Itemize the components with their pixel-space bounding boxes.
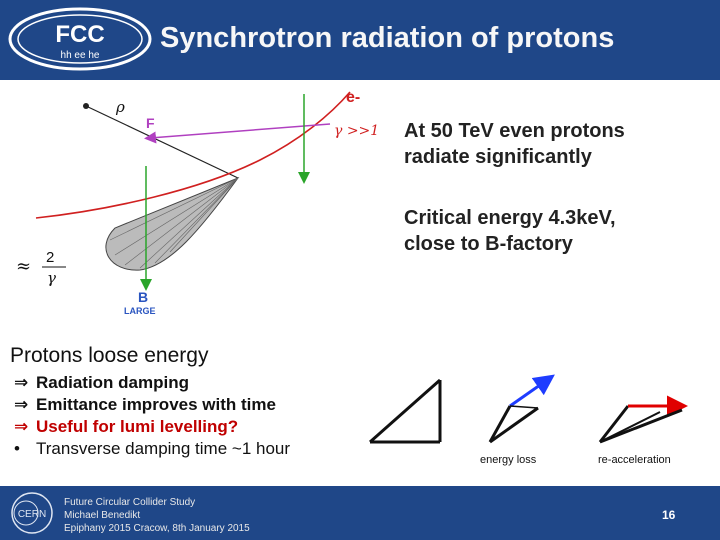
fcc-logo-subtext: hh ee he: [60, 50, 100, 61]
re-acceleration-triangle: [600, 406, 682, 442]
b-field-label: B: [138, 289, 149, 305]
radius-line: [86, 106, 238, 178]
bullet-item: [14, 416, 290, 438]
bullet-item: [14, 394, 290, 416]
cern-logo: [6, 490, 58, 536]
bullet-text: Useful for lumi levelling?: [36, 417, 239, 436]
angle-numerator: 2: [46, 249, 55, 266]
bullet-symbol: ⇒: [14, 373, 29, 392]
electron-label: e-: [346, 89, 361, 106]
right-text-line: radiate significantly: [404, 146, 592, 168]
center-dot: [83, 103, 89, 109]
bullet-text: Emittance improves with time: [36, 395, 276, 414]
bullet-item: [14, 438, 290, 460]
energy-loss-triangle: [490, 378, 550, 442]
section-title: Protons loose energy: [10, 344, 209, 367]
slide-title: Synchrotron radiation of protons: [160, 22, 615, 54]
force-label: F: [146, 115, 155, 131]
fcc-logo: [6, 6, 154, 72]
energy-loss-caption: energy loss: [480, 454, 537, 466]
bullet-text: Radiation damping: [36, 373, 189, 392]
rho-label: ρ: [116, 98, 125, 116]
b-field-sublabel: LARGE: [124, 306, 156, 316]
svg-text:CERN: CERN: [17, 509, 47, 520]
re-acceleration-caption: re-acceleration: [598, 454, 671, 466]
footer-text: [64, 496, 250, 535]
bullet-list: [14, 372, 290, 460]
bullet-symbol: ⇒: [14, 395, 29, 414]
angle-denominator: γ: [47, 269, 56, 287]
momentum-triangle-1: [370, 380, 440, 442]
angle-approx-symbol: ≈: [16, 256, 32, 277]
force-arrow: [150, 124, 330, 138]
bullet-symbol: ⇒: [14, 417, 29, 436]
fcc-logo-text: FCC: [55, 21, 105, 48]
bullet-symbol: •: [14, 439, 20, 458]
page-number: 16: [662, 508, 676, 522]
right-text-block-1: [404, 118, 625, 170]
footer-line: Michael Benedikt: [64, 510, 141, 521]
right-text-line: At 50 TeV even protons: [404, 120, 625, 142]
right-text-line: Critical energy 4.3keV,: [404, 207, 616, 229]
footer-line: Epiphany 2015 Cracow, 8th January 2015: [64, 523, 250, 534]
right-text-block-2: [404, 205, 616, 257]
footer-line: Future Circular Collider Study: [64, 497, 196, 508]
synchrotron-diagram: [0, 80, 400, 320]
right-text-line: close to B-factory: [404, 233, 573, 255]
gamma-label: γ >>1: [334, 123, 380, 139]
bullet-item: [14, 372, 290, 394]
bullet-text: Transverse damping time ~1 hour: [36, 439, 291, 458]
